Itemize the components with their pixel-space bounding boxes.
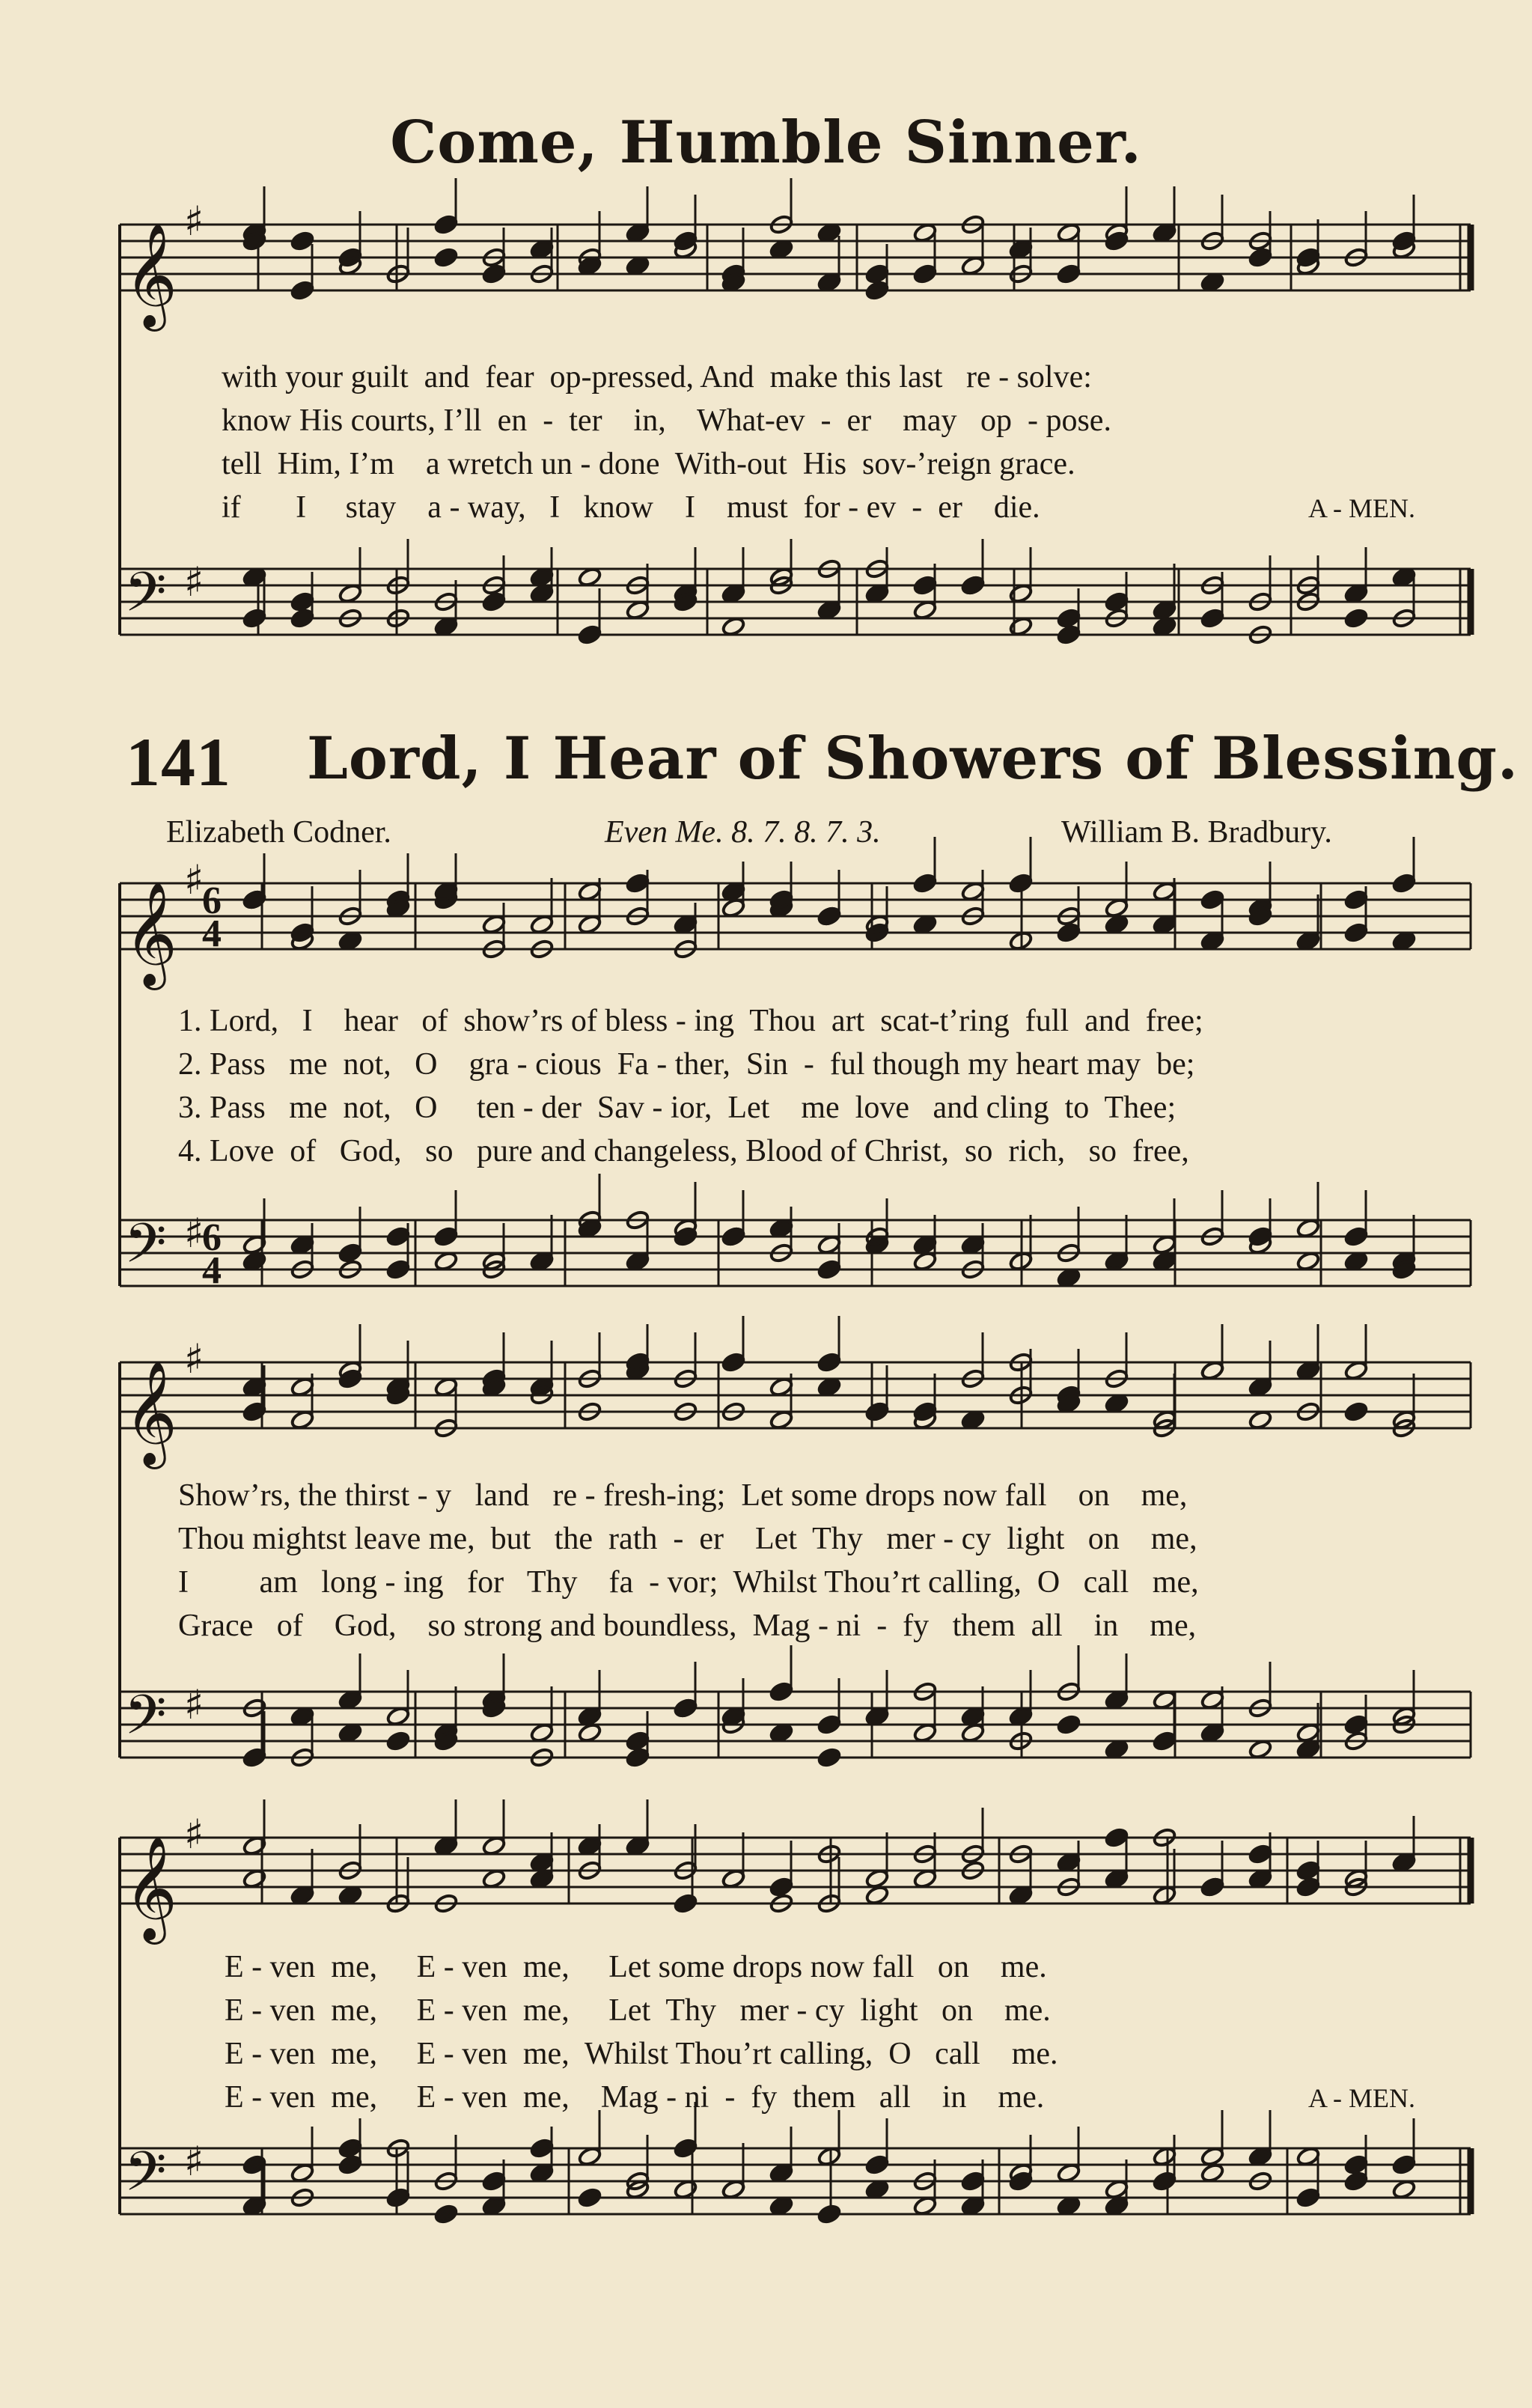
sharp-icon: ♯ [184,856,204,903]
hymn2-s3-verse2: E - ven me, E - ven me, Let Thy mer - cy light on me. [225,1993,1051,2028]
sharp-icon: ♯ [184,1811,204,1858]
note-head [434,2204,459,2225]
hymn1-verse2-line: know His courts, I’ll en - ter in, What-ev - er may op - pose. [222,403,1111,438]
note-head [434,247,459,268]
hymn-number: 141 [126,724,231,800]
time-signature-digit: 4 [202,912,222,955]
note-head [1344,1401,1369,1422]
hymn2-s2-verse2: Thou mightst leave me, but the rath - er Let Thy mer - cy light on me, [178,1522,1197,1556]
note-head [817,906,842,927]
hymn2-s2-verse3: I am long - ing for Thy fa - vor; Whilst Thou’rt calling, O call me, [178,1565,1199,1600]
hymn1-verse1-line: with your guilt and fear op-pressed, And make this last re - solve: [222,360,1092,394]
note-head [242,889,267,910]
treble-clef-icon: 𝄞 [124,1361,177,1465]
sharp-icon: ♯ [184,1681,204,1728]
note-head [817,1747,842,1768]
hymn2-s1-verse4: 4. Love of God, so pure and changeless, Blood of Christ, so rich, so free, [178,1134,1189,1168]
hymn2-s1-verse1: 1. Lord, I hear of show’rs of bless - ing Thou art scat-t’ring full and free; [178,1004,1203,1038]
bass-clef-icon: 𝄢 [124,560,167,637]
sharp-icon: ♯ [184,558,204,606]
hymn2-s3-verse4: E - ven me, E - ven me, Mag - ni - fy them all in me. [225,2080,1045,2115]
sharp-icon: ♯ [184,198,204,245]
time-signature-digit: 6 [202,1216,222,1259]
hymn2-s1-verse2: 2. Pass me not, O gra - cious Fa - ther, Sin - ful though my heart may be; [178,1047,1195,1082]
bass-clef-icon: 𝄢 [124,2139,167,2216]
hymn-author: Elizabeth Codner. [166,815,391,850]
sharp-icon: ♯ [184,2138,204,2185]
bass-clef-icon: 𝄢 [124,1211,167,1288]
note-head [817,2204,842,2225]
treble-clef-icon: 𝄞 [124,1836,177,1940]
sharp-icon: ♯ [184,1335,204,1383]
hymn1-amen: A - MEN. [1308,493,1415,523]
bass-clef-icon: 𝄢 [124,1683,167,1760]
hymn2-s2-verse4: Grace of God, so strong and boundless, Mag - ni - fy them all in me, [178,1609,1197,1643]
hymn-composer: William B. Bradbury. [1061,815,1332,850]
hymn-title-lord-i-hear: Lord, I Hear of Showers of Blessing. [307,725,1519,793]
hymn2-amen: A - MEN. [1308,2083,1415,2113]
treble-clef-icon: 𝄞 [124,882,177,986]
hymn1-verse4-line: if I stay a - way, I know I must for - ev - er die. [222,490,1040,525]
hymn-meter: Even Me. 8. 7. 8. 7. 3. [605,815,881,850]
treble-clef-icon: 𝄞 [124,223,177,327]
note-head [865,1401,890,1422]
note-head [1344,608,1369,629]
note-head [578,2187,602,2208]
note-head [1200,1877,1225,1898]
hymn2-s3-verse1: E - ven me, E - ven me, Let some drops now fall on me. [225,1950,1047,1984]
time-signature-digit: 6 [202,880,222,922]
note-head [386,1731,411,1752]
note-head [1057,1714,1081,1735]
time-signature-digit: 4 [202,1249,222,1292]
hymn-title-come-humble-sinner: Come, Humble Sinner. [390,109,1142,177]
hymn2-s2-verse1: Show’rs, the thirst - y land re - fresh-ing; Let some drops now fall on me, [178,1478,1188,1513]
sharp-icon: ♯ [184,1210,204,1257]
hymn2-s1-verse3: 3. Pass me not, O ten - der Sav - ior, Let me love and cling to Thee; [178,1091,1177,1125]
note-head [674,1893,698,1914]
hymn1-verse3-line: tell Him, I’m a wretch un - done With-out His sov-’reign grace. [222,447,1075,481]
hymn2-s3-verse3: E - ven me, E - ven me, Whilst Thou’rt calling, O call me. [225,2037,1058,2071]
